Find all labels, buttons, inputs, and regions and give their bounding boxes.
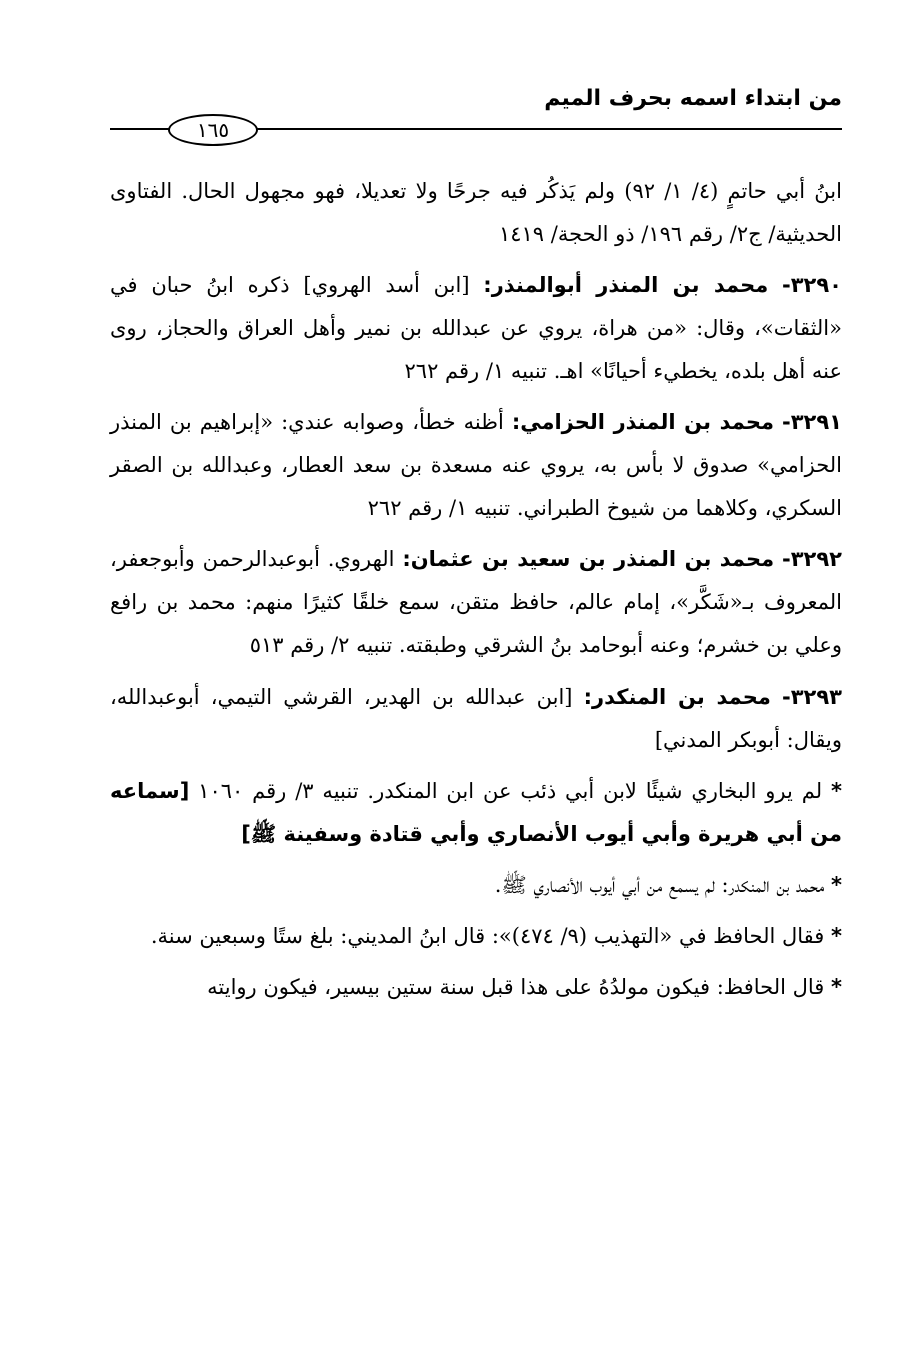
star-marker: *: [831, 778, 842, 803]
note-text: قال الحافظ: فيكون مولدُهُ على هذا قبل سنة ستين بيسير، فيكون روايته: [207, 974, 825, 999]
note-item: [110, 915, 842, 958]
entry-number: ٣٢٩١-: [781, 410, 842, 435]
star-marker: *: [831, 923, 842, 948]
note-item: [110, 864, 842, 907]
running-title: من ابتداء اسمه بحرف الميم: [544, 86, 842, 111]
note-item: [110, 770, 842, 856]
entry-number: ٣٢٩٣-: [781, 684, 842, 709]
entry-name: محمد بن المنذر بن سعيد بن عثمان:: [402, 547, 775, 572]
entry-3293: [110, 676, 842, 762]
entry-name: محمد بن المنذر الحزامي:: [511, 410, 774, 435]
star-marker: *: [831, 872, 842, 897]
entry-text: [ابن أسد الهروي] ذكره ابنُ حبان في «الثقات»، وقال: «من هراة، يروي عن عبدالله بن نمير وأهل العراق والحجاز، روى عنه أهل بلده، يخطيء أحيانًا» اهـ. تنبيه ١/ رقم ٢٦٢: [110, 273, 842, 384]
entry-text: أظنه خطأ، وصوابه عندي: «إبراهيم بن المنذر الحزامي» صدوق لا بأس به، يروي عنه مسعدة بن سعد العطار، وعبدالله بن الصقر السكري، وكلاهما من شيوخ الطبراني. تنبيه ١/ رقم ٢٦٢: [110, 410, 842, 521]
entry-name: محمد بن المنكدر:: [583, 684, 771, 709]
note-text: لم يرو البخاري شيئًا لابن أبي ذئب عن ابن المنكدر. تنبيه ٣/ رقم ١٠٦٠: [198, 778, 823, 803]
entry-text: [ابن عبدالله بن الهدير، القرشي التيمي، أبوعبدالله، ويقال: أبوبكر المدني]: [110, 684, 842, 752]
entry-number: ٣٢٩٠-: [782, 273, 842, 298]
note-text: محمد بن المنكدر: لم يسمع من أبي أيوب الأنصاري ﷺ.: [494, 872, 825, 897]
star-marker: *: [831, 974, 842, 999]
entry-3290: [110, 264, 842, 393]
entry-3291: [110, 401, 842, 530]
note-bold-text: [سماعه من أبي هريرة وأبي أيوب الأنصاري وأبي قتادة وسفينة ﷺ]: [110, 778, 842, 846]
page-number: ١٦٥: [168, 114, 258, 146]
entry-3292: [110, 538, 842, 667]
entry-name: محمد بن المنذر أبوالمنذر:: [483, 273, 769, 298]
entry-continuation: [110, 170, 842, 256]
page-body: [110, 170, 842, 1017]
entry-text: الهروي. أبوعبدالرحمن وأبوجعفر، المعروف بـ«شَكَّر»، إمام عالم، حافظ متقن، سمع خلقًا كثيرًا منهم: محمد بن رافع وعلي بن خشرم؛ وعنه أبوحامد بنُ الشرقي وطبقته. تنبيه ٢/ رقم ٥١٣: [110, 547, 842, 658]
note-item: [110, 966, 842, 1009]
entry-number: ٣٢٩٢-: [781, 547, 842, 572]
entry-text: ابنُ أبي حاتمٍ (٤/ ١/ ٩٢) ولم يَذكُر فيه جرحًا ولا تعديلا، فهو مجهول الحال. الفتاوى الحديثية/ ج٢/ رقم ١٩٦/ ذو الحجة/ ١٤١٩: [110, 179, 842, 247]
note-text: فقال الحافظ في «التهذيب (٩/ ٤٧٤)»: قال ابنُ المديني: بلغ ستًا وسبعين سنة.: [150, 923, 825, 948]
